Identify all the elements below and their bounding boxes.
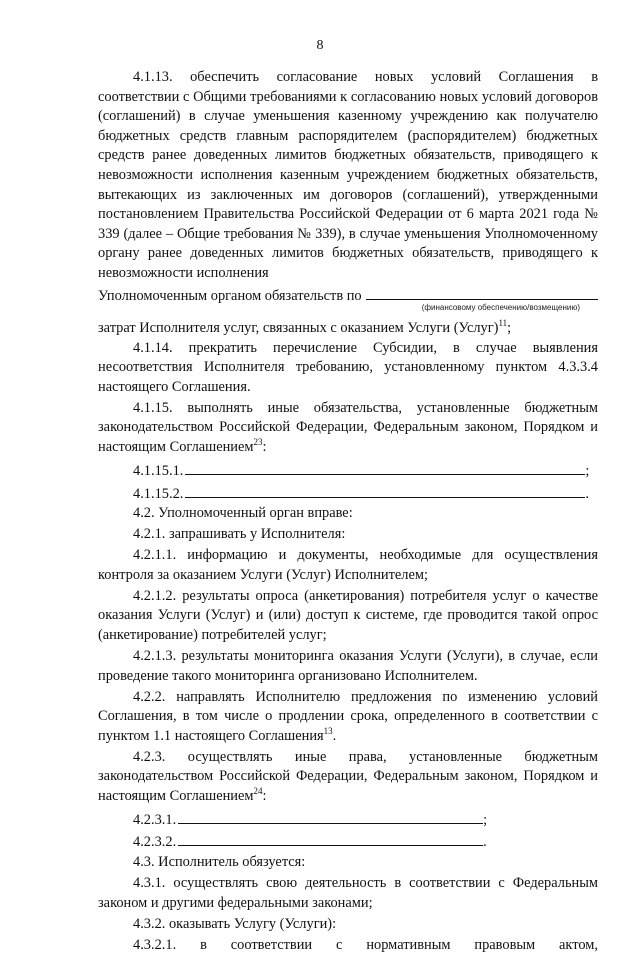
clause-4-2: 4.2. Уполномоченный орган вправе: [133,505,353,522]
clause-4-2-1-3: 4.2.1.3. результаты мониторинга оказания Услуги (Услуги), в случае, если проведение такого мониторинга организовано Исполнителем. [98,647,598,684]
clause-4-2-1-2: 4.2.1.2. результаты опроса (анкетирования) потребителя услуг о качестве оказания Услуги (Услуг) и (или) доступ к системе, где проводится такой опрос (анкетирование) потребителей услуг; [98,587,598,643]
clause-4-2-1-1: 4.2.1.1. информацию и документы, необходимые для осуществления контроля за оказанием Услуги (Услуг) Исполнителем; [98,547,598,583]
clause-4-1-13-last-line-text: Уполномоченным органом обязательств по [98,287,362,304]
clause-4-1-13-text: 4.1.13. обеспечить согласование новых условий Соглашения в соответствии с Общими требованиями к согласованию новых условий договоров (соглашений) в случае уменьшения казенному учреждению как получателю бюджетных средств главным распорядителем (распорядителем) бюджетных средств ранее доведенных лимитов бюджетных обязательств, приводящего к невозможности исполнения казенным учреждением бюджетных обязательств, вытекающих из заключенных им договоров (соглашений), утвержденными постановлением Правительства Российской Федерации от 6 марта 2021 года № 339 (далее – Общие требования № 339), в случае уменьшения Уполномоченному органу ранее доведенных лимитов бюджетных обязательств, приводящего к невозможности исполнения [98,69,598,281]
clause-4-3-1: 4.3.1. осуществлять свою деятельность в соответствии с Федеральным законом и другими федеральными законами; [98,875,598,911]
clause-4-3-2: 4.3.2. оказывать Услугу (Услуги): [133,915,337,932]
footnote-ref-23: 23 [253,437,263,448]
clause-4-1-15-1-blank[interactable] [185,459,585,475]
footnote-ref-13: 13 [323,725,333,736]
clause-4-2-2: 4.2.2. направлять Исполнителю предложения по изменению условий Соглашения, в том числе о продлении срока, определенного в соответствии с пунктом 1.1 настоящего Соглашения$^{13}$. [98,688,598,744]
clause-4-3: 4.3. Исполнитель обязуется: [133,854,306,871]
footnote-ref-11: 11 [498,318,508,329]
clause-4-2-3-2: 4.2.3.2. . [98,830,598,853]
financing-type-caption: (финансовому обеспечению/возмещению) [421,303,580,313]
clause-4-1-14: 4.1.14. прекратить перечисление Субсидии, в случае выявления несоответствия Исполнителя требованию, установленному пунктом 4.3.3.4 настоящего Соглашения. [98,339,598,395]
clause-4-1-13 [98,68,598,339]
page-number: 8 [316,38,324,53]
clause-4-2-3-1-blank[interactable] [178,808,483,824]
clause-4-2-3-1: 4.2.3.1. ; [98,808,598,831]
clause-4-1-15-1: 4.1.15.1. ; [98,459,598,482]
financing-type-blank[interactable] [366,284,598,300]
document-body [98,68,598,955]
clause-4-1-15-2-blank[interactable] [185,482,585,498]
clause-4-1-13-continuation: затрат Исполнителя услуг, связанных с оказанием Услуги (Услуг)$^{11}$; [98,318,512,337]
clause-4-2-1: 4.2.1. запрашивать у Исполнителя: [133,526,346,543]
clause-4-2-3: 4.2.3. осуществлять иные права, установленные бюджетным законодательством Российской Федерации, Федеральным законом, Порядком и настоящим Соглашением$^{24}$: [98,748,598,804]
clause-4-3-2-1: 4.3.2.1. в соответствии с нормативным правовым актом, [133,936,598,953]
footnote-ref-24: 24 [253,786,263,797]
clause-4-2-3-2-blank[interactable] [178,830,483,846]
clause-4-1-15: 4.1.15. выполнять иные обязательства, установленные бюджетным законодательством Российской Федерации, Федеральным законом, Порядком и настоящим Соглашением$^{23}$: [98,399,598,456]
clause-4-1-15-2: 4.1.15.2. . [98,482,598,505]
